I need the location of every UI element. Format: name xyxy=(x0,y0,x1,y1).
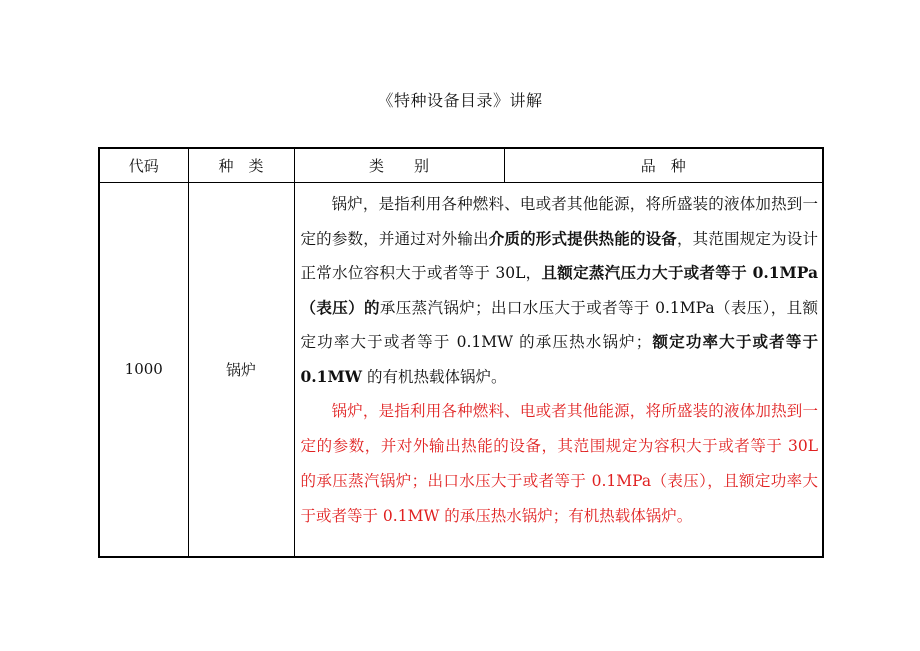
definition-text-4: 的有机热载体锅炉。 xyxy=(362,367,507,386)
definition-text-1: 锅炉，是指利用各种燃料、电或者其他能源，将所盛装的液体加热到一定的参数，并通过对外输出 xyxy=(300,195,818,248)
definition-bold-2: 且额定蒸汽压力大于或者等于 0.1MPa（表压）的 xyxy=(300,263,818,317)
cell-description xyxy=(294,183,823,557)
definition-bold-1: 介质的形式提供热能的设备 xyxy=(488,228,677,248)
definition-paragraph xyxy=(301,187,819,394)
header-row xyxy=(99,148,823,183)
header-variety: 品 种 xyxy=(504,148,823,183)
header-code: 代码 xyxy=(99,148,188,183)
equipment-table xyxy=(98,147,824,558)
definition-text-2: ，其范围规定为设计正常水位容积大于或者等于 30L， xyxy=(300,229,818,282)
old-definition-paragraph: 锅炉，是指利用各种燃料、电或者其他能源，将所盛装的液体加热到一定的参数，并对外输出热能的设备，其范围规定为容积大于或者等于 30L 的承压蒸汽锅炉；出口水压大于或者等于 0.1MPa（表压），且额定功率大于或者等于 0.1MW 的承压热水锅炉；有机热载体锅炉。 xyxy=(300,402,818,525)
cell-kind: 锅炉 xyxy=(188,183,294,557)
header-class: 类 别 xyxy=(294,148,504,183)
document-title: 《特种设备目录》讲解 xyxy=(377,91,543,110)
header-kind: 种 类 xyxy=(188,148,294,183)
definition-text-3: 承压蒸汽锅炉；出口水压大于或者等于 0.1MPa（表压），且额定功率大于或者等于 0.1MW 的承压热水锅炉； xyxy=(300,298,818,351)
table-row xyxy=(99,183,823,557)
cell-code: 1000 xyxy=(99,183,188,557)
definition-bold-3: 额定功率大于或者等于 0.1MW xyxy=(300,332,818,386)
